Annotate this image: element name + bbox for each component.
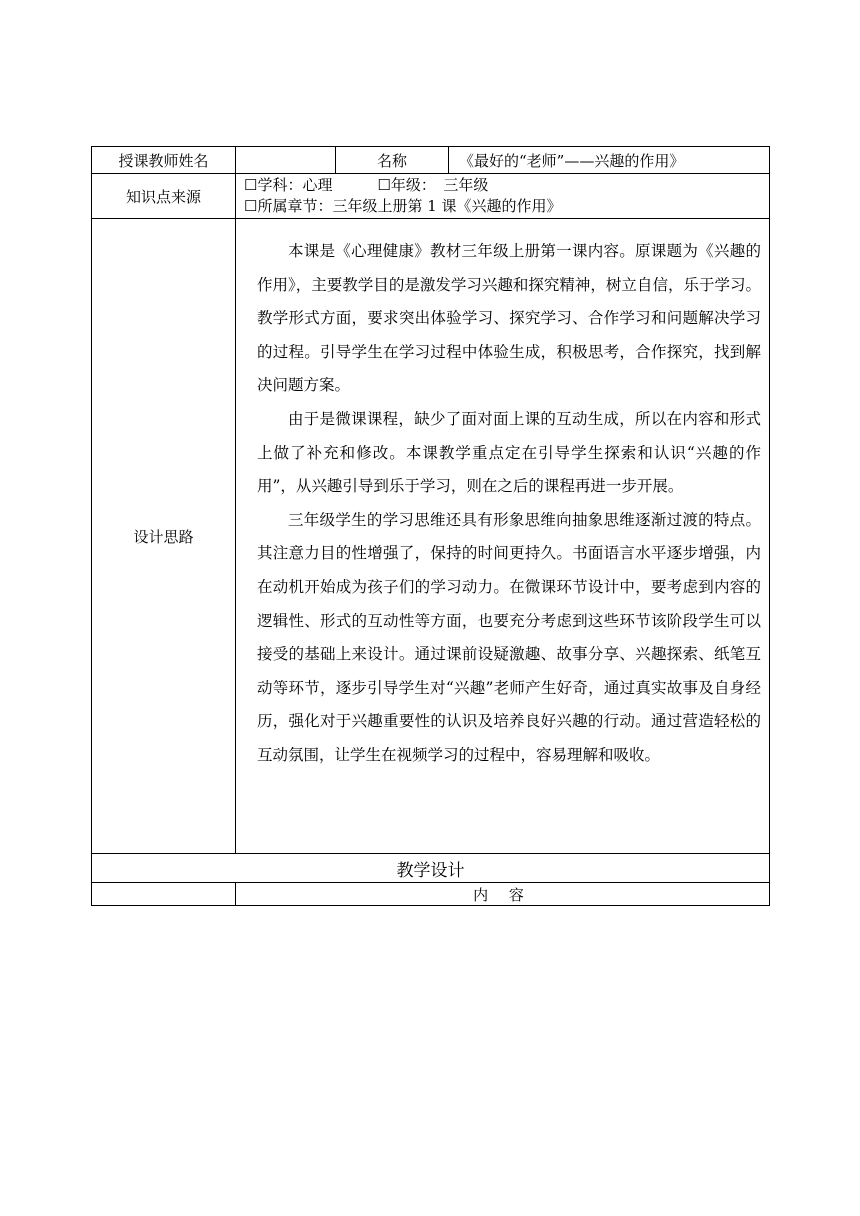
design-row [92,219,770,854]
section-title: 教学设计 [92,854,770,883]
source-label: 知识点来源 [92,174,236,219]
section-title-row [92,854,770,883]
lesson-info-table [91,146,770,906]
source-chapter: ☐所属章节：三年级上册第 1 课《兴趣的作用》 [244,197,562,215]
teacher-row [92,147,770,174]
teacher-name-label: 授课教师姓名 [92,147,236,174]
teacher-name-value [236,147,336,174]
content-blank-cell [92,883,236,906]
design-paragraph: 三年级学生的学习思维还具有形象思维向抽象思维逐渐过渡的特点。其注意力目的性增强了，保持的时间更持久。书面语言水平逐步增强，内在动机开始成为孩子们的学习动力。在微课环节设计中，要考虑到内容的逻辑性、形式的互动性等方面，也要充分考虑到这些环节该阶段学生可以接受的基础上来设计。通过课前设疑激趣、故事分享、兴趣探索、纸笔互动等环节，逐步引导学生对“兴趣”老师产生好奇，通过真实故事及自身经历，强化对于兴趣重要性的认识及培养良好兴趣的行动。通过营造轻松的互动氛围，让学生在视频学习的过程中，容易理解和吸收。 [257,510,761,764]
design-label: 设计思路 [92,219,236,854]
source-subject-grade: ☐学科：心理 ☐年级： 三年级 [244,176,489,194]
content-header-row [92,883,770,906]
source-row [92,174,770,219]
design-content [236,219,770,854]
lesson-name-label: 名称 [336,147,449,174]
design-paragraph: 本课是《心理健康》教材三年级上册第一课内容。原课题为《兴趣的作用》，主要教学目的是激发学习兴趣和探究精神，树立自信，乐于学习。教学形式方面，要求突出体验学习、探究学习、合作学习和问题解决学习的过程。引导学生在学习过程中体验生成，积极思考，合作探究，找到解决问题方案。 [257,242,761,395]
design-paragraph: 由于是微课课程，缺少了面对面上课的互动生成，所以在内容和形式上做了补充和修改。本课教学重点定在引导学生探索和认识“兴趣的作用”，从兴趣引导到乐于学习，则在之后的课程再进一步开展。 [257,409,761,496]
content-header: 内 容 [236,883,770,906]
source-value [236,174,770,219]
lesson-name-value: 《最好的“老师”——兴趣的作用》 [449,147,770,174]
